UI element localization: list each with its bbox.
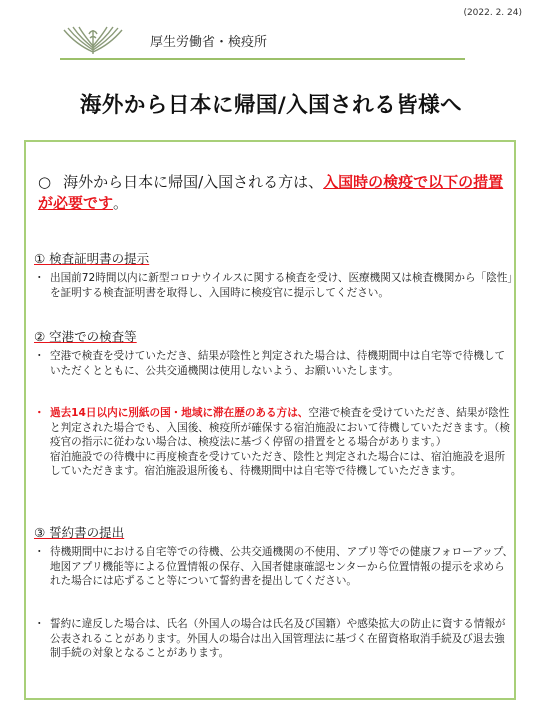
ministry-name: 厚生労働省・検疫所: [150, 35, 268, 50]
quarantine-emblem-icon: [62, 22, 124, 56]
lead-bullet: ○: [38, 173, 52, 191]
list-item: [34, 349, 514, 378]
header-divider: [60, 58, 465, 60]
bullet-marker: ・: [34, 618, 45, 630]
document-date: (2022. 2. 24): [463, 8, 522, 18]
list-item: [34, 617, 514, 661]
section-heading-3: ③ 誓約書の提出: [34, 525, 125, 540]
list-item-text: 出国前72時間以内に新型コロナウイルスに関する検査を受け、医療機関又は検査機関から「陰性」を証明する検査証明書を取得し、入国時に検疫官に提示してください。: [50, 272, 513, 299]
section-heading-2: ② 空港での検査等: [34, 329, 137, 344]
lead-paragraph: [38, 172, 508, 214]
bullet-marker: ・: [34, 350, 45, 362]
list-item: [34, 406, 514, 479]
list-item-warning: 過去14日以内に別紙の国・地域に滞在歴のある方は、: [50, 407, 309, 419]
list-item-text: 待機期間中における自宅等での待機、公共交通機関の不使用、アプリ等での健康フォローアップ、地図アプリ機能等による位置情報の保存、入国者健康確認センターから位置情報の提示を求められた場合には応ずること等について誓約書を提出してください。: [50, 546, 514, 588]
list-item-text: 空港で検査を受けていただき、結果が陰性と判定された場合でも、入国後、検疫所が確保する宿泊施設において待機していただきます。（検疫官の指示に従わない場合は、検疫法に基づく停留の措置をとる場合があります。）: [50, 407, 510, 449]
list-item-text: 誓約に違反した場合は、氏名（外国人の場合は氏名及び国籍）や感染拡大の防止に資する情報が公表されることがあります。外国人の場合は出入国管理法に基づく在留資格取消手続及び退去強制手続の対象となることがあります。: [50, 618, 506, 660]
bullet-marker: ・: [34, 546, 45, 558]
bullet-marker: ・: [34, 407, 45, 419]
page-title: 海外から日本に帰国/入国される皆様へ: [79, 93, 463, 118]
lead-emphasis: 入国時の検疫で以下の措置が必要です: [38, 173, 504, 212]
list-item: [34, 271, 514, 300]
bullet-marker: ・: [34, 272, 45, 284]
list-item-text-continued: 宿泊施設での待機中に再度検査を受けていただき、陰性と判定された場合には、宿泊施設を退所していただきます。宿泊施設退所後も、待機期間中は自宅等で待機していただきます。: [50, 450, 506, 478]
lead-end: 。: [113, 194, 129, 212]
section-heading-1: ① 検査証明書の提示: [34, 251, 150, 266]
list-item-text: 空港で検査を受けていただき、結果が陰性と判定された場合は、待機期間中は自宅等で待機していただくとともに、公共交通機関は使用しないよう、お願いいたします。: [50, 350, 506, 377]
list-item: [34, 545, 514, 589]
document-header: [42, 20, 502, 60]
lead-text: 海外から日本に帰国/入国される方は、: [63, 173, 324, 191]
